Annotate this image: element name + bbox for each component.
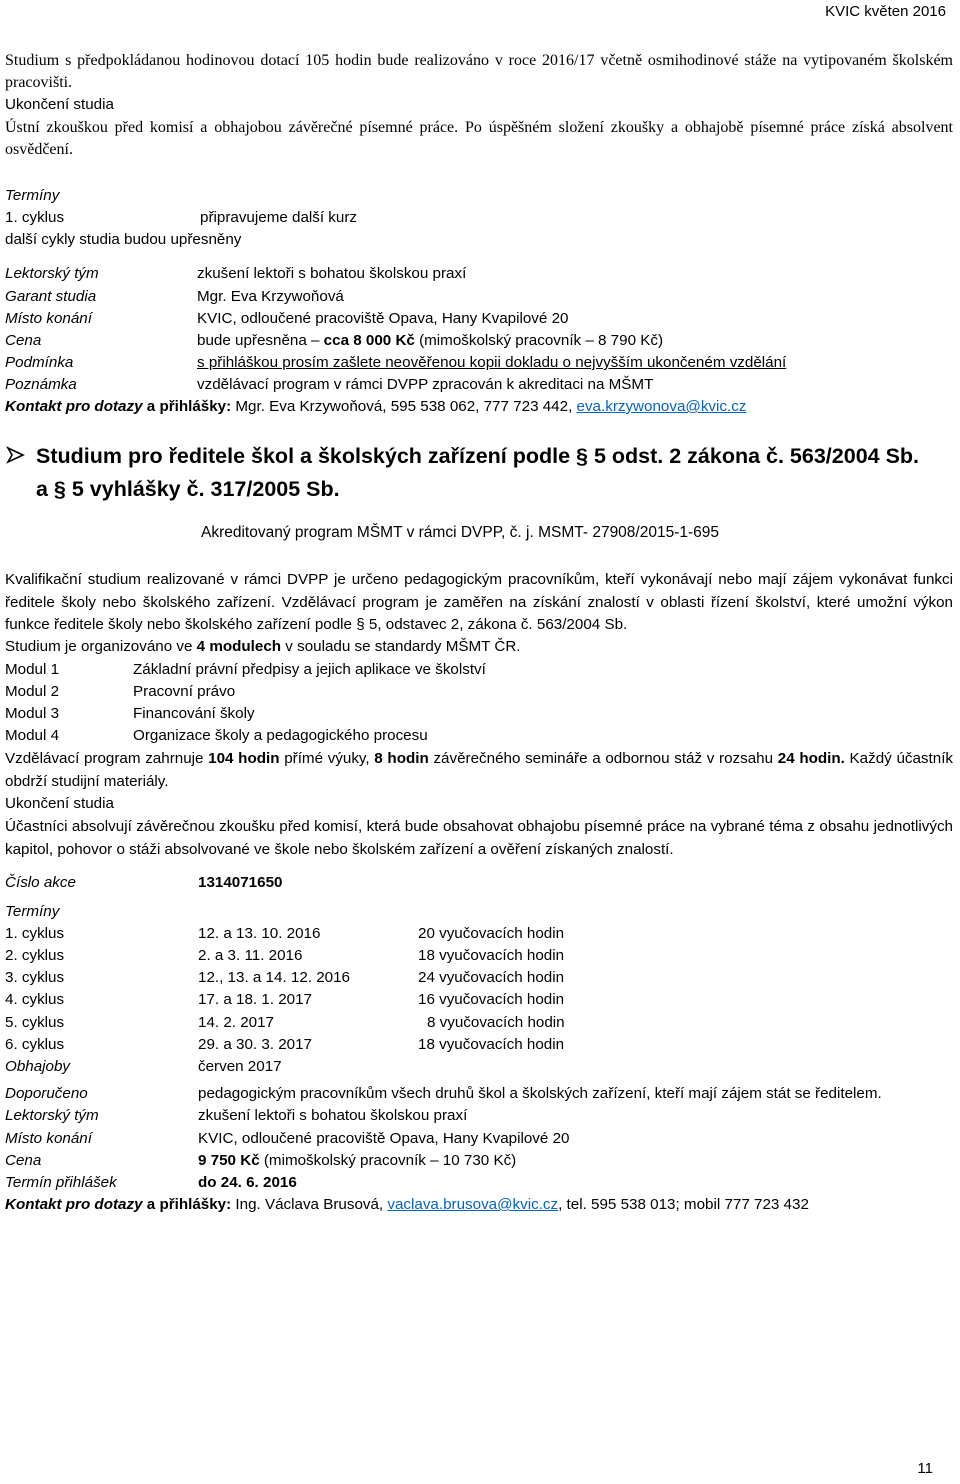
course1-cycle1-label: 1. cyklus xyxy=(5,209,65,226)
module-label: Modul 3 xyxy=(5,705,60,722)
course2-program-p2: přímé výuky, xyxy=(279,750,375,767)
course2-program-p3: závěrečného semináře a odbornou stáž v rozsahu xyxy=(428,750,778,767)
cycle-date: 2. a 3. 11. 2016 xyxy=(198,947,303,964)
course2-team-label: Lektorský tým xyxy=(5,1107,99,1124)
course2-price-label: Cena xyxy=(5,1152,42,1169)
course2-deadline-value: do 24. 6. 2016 xyxy=(198,1174,297,1191)
arrow-bullet-icon xyxy=(6,445,26,465)
course2-end-label: Ukončení studia xyxy=(5,795,114,812)
course2-program-p1: Vzdělávací program zahrnuje xyxy=(5,750,209,767)
course1-next-cycles: další cykly studia budou upřesněny xyxy=(5,231,242,248)
cycle-date: 12. a 13. 10. 2016 xyxy=(198,925,321,942)
course1-note-label: Poznámka xyxy=(5,376,77,393)
course1-team-value: zkušení lektoři s bohatou školskou praxí xyxy=(197,265,467,282)
cycle-date: 14. 2. 2017 xyxy=(198,1014,275,1031)
course2-place-value: KVIC, odloučené pracoviště Opava, Hany Kvapilové 20 xyxy=(198,1130,570,1147)
cycle-hours: 18 vyučovacích hodin xyxy=(418,1036,565,1053)
course2-contact-label2: přihlášky: xyxy=(155,1196,232,1213)
cycle-date: 17. a 18. 1. 2017 xyxy=(198,991,313,1008)
cycle-hours: 8 vyučovacích hodin xyxy=(427,1014,565,1031)
course1-end-text: Ústní zkouškou před komisí a obhajobou závěrečné písemné práce. Po úspěšném složení zkoušky a obhajobě písemné práce získá absolvent osvědčení. xyxy=(5,119,953,158)
course2-title-line1: Studium pro ředitele škol a školských zařízení podle § 5 odst. 2 zákona č. 563/2004 Sb. xyxy=(36,444,920,468)
course1-condition-label: Podmínka xyxy=(5,354,74,371)
course2-program-b2: 8 hodin xyxy=(374,750,429,767)
course1-contact-email-link[interactable]: eva.krzywonova@kvic.cz xyxy=(576,398,747,415)
cycle-label: 4. cyklus xyxy=(5,991,65,1008)
cycle-hours: 18 vyučovacích hodin xyxy=(418,947,565,964)
course1-contact-label2: přihlášky: xyxy=(155,398,232,415)
course2-intro: Kvalifikační studium realizované v rámci DVPP je určeno pedagogickým pracovníkům, kteří vykonávají nebo mají zájem vykonávat funkci ředitele školy nebo školského zařízení. Vzdělávací program je zaměřen na získání znalostí v oblasti řízení školství, které umožní výkon funkce ředitele školy nebo školského zařízení podle § 5, odstavec 2, zákona č. 563/2004 Sb. xyxy=(5,571,953,633)
course1-contact-and: a xyxy=(146,398,156,415)
course2-contact-label: Kontakt pro dotazy xyxy=(5,1196,147,1213)
course2-recommended-value: pedagogickým pracovníkům všech druhů škol a školských zařízení, kteří mají zájem stát se ředitelem. xyxy=(198,1085,882,1102)
course1-price-bold: cca 8 000 Kč xyxy=(323,332,415,349)
course2-contact-tail: , tel. 595 538 013; mobil 777 723 432 xyxy=(558,1196,809,1213)
cycle-hours: 16 vyučovacích hodin xyxy=(418,991,565,1008)
cycle-label: 2. cyklus xyxy=(5,947,65,964)
cycle-date: 29. a 30. 3. 2017 xyxy=(198,1036,313,1053)
course2-program-b3: 24 hodin. xyxy=(777,750,845,767)
module-value: Základní právní předpisy a jejich aplikace ve školství xyxy=(133,661,486,678)
course1-price-label: Cena xyxy=(5,332,42,349)
course2-place-label: Místo konání xyxy=(5,1130,92,1147)
course2-organized xyxy=(5,637,521,657)
course2-deadline-label: Termín přihlášek xyxy=(5,1174,117,1191)
course2-price-post: (mimoškolský pracovník – 10 730 Kč) xyxy=(259,1152,517,1169)
course2-organized-post: v souladu se standardy MŠMT ČR. xyxy=(281,638,521,655)
course2-program-p4: Každý účastník obdrží studijní materiály. xyxy=(5,750,954,790)
cycle-date: 12., 13. a 14. 12. 2016 xyxy=(198,969,351,986)
cycle-label: 3. cyklus xyxy=(5,969,65,986)
cycle-hours: 24 vyučovacích hodin xyxy=(418,969,565,986)
module-label: Modul 1 xyxy=(5,661,60,678)
cycle-label: 1. cyklus xyxy=(5,925,65,942)
course2-organized-pre: Studium je organizováno ve xyxy=(5,638,197,655)
module-value: Pracovní právo xyxy=(133,683,236,700)
course1-price-pre: bude upřesněna – xyxy=(197,332,324,349)
course2-team-value: zkušení lektoři s bohatou školskou praxí xyxy=(198,1107,468,1124)
course2-accreditation: Akreditovaný program MŠMT v rámci DVPP, č. j. MSMT- 27908/2015-1-695 xyxy=(201,524,720,541)
cycle-label: 5. cyklus xyxy=(5,1014,65,1031)
course2-price-bold: 9 750 Kč xyxy=(198,1152,260,1169)
course1-condition-value: s přihláškou prosím zašlete neověřenou kopii dokladu o nejvyšším ukončeném vzdělání xyxy=(197,354,787,371)
course2-program xyxy=(5,748,953,793)
course2-action-label: Číslo akce xyxy=(5,874,76,891)
course2-contact-email-link[interactable]: vaclava.brusova@kvic.cz xyxy=(387,1196,559,1213)
course1-guarantor-label: Garant studia xyxy=(5,288,97,305)
course1-contact-text: Mgr. Eva Krzywoňová, 595 538 062, 777 723 442, xyxy=(231,398,577,415)
cycle-hours: 20 vyučovacích hodin xyxy=(418,925,565,942)
course1-end-label: Ukončení studia xyxy=(5,96,114,113)
course1-intro: Studium s předpokládanou hodinovou dotací 105 hodin bude realizováno v roce 2016/17 včetně osmihodinové stáže na vytipovaném školském pracovišti. xyxy=(5,52,953,91)
module-value: Financování školy xyxy=(133,705,255,722)
course1-contact xyxy=(5,397,746,417)
course2-organized-bold: 4 modulech xyxy=(196,638,282,655)
course2-contact-text: Ing. Václava Brusová, xyxy=(231,1196,388,1213)
course1-place-label: Místo konání xyxy=(5,310,92,327)
course1-place-value: KVIC, odloučené pracoviště Opava, Hany Kvapilové 20 xyxy=(197,310,569,327)
course1-cycle1-value: připravujeme další kurz xyxy=(200,209,357,226)
page-header: KVIC květen 2016 xyxy=(825,3,946,20)
course1-guarantor-value: Mgr. Eva Krzywoňová xyxy=(197,288,344,305)
course1-team-label: Lektorský tým xyxy=(5,265,99,282)
course2-contact xyxy=(5,1195,809,1215)
course2-price-value xyxy=(198,1151,516,1171)
course2-title-line2: a § 5 vyhlášky č. 317/2005 Sb. xyxy=(36,477,340,501)
course2-terms-label: Termíny xyxy=(5,903,60,920)
course2-program-b1: 104 hodin xyxy=(208,750,280,767)
course1-price-post: (mimoškolský pracovník – 8 790 Kč) xyxy=(414,332,664,349)
course2-defense-value: červen 2017 xyxy=(198,1058,282,1075)
course2-recommended-label: Doporučeno xyxy=(5,1085,88,1102)
cycle-label: 6. cyklus xyxy=(5,1036,65,1053)
course1-terms-label: Termíny xyxy=(5,187,60,204)
course1-price-value xyxy=(197,331,663,351)
module-label: Modul 2 xyxy=(5,683,60,700)
page-number: 11 xyxy=(917,1460,933,1477)
course2-defense-label: Obhajoby xyxy=(5,1058,71,1075)
module-label: Modul 4 xyxy=(5,727,60,744)
course1-contact-label: Kontakt pro dotazy xyxy=(5,398,147,415)
course2-contact-and: a xyxy=(146,1196,156,1213)
course2-action-value: 1314071650 xyxy=(198,874,283,891)
course1-note-value: vzdělávací program v rámci DVPP zpracován k akreditaci na MŠMT xyxy=(197,376,654,393)
module-value: Organizace školy a pedagogického procesu xyxy=(133,727,428,744)
course2-end-text: Účastníci absolvují závěrečnou zkoušku před komisí, která bude obsahovat obhajobu písemné práce na vybrané téma z obsahu jednotlivých kapitol, pohovor o stáži absolvované ve škole nebo školském zařízení a ověření získaných znalostí. xyxy=(5,818,953,858)
